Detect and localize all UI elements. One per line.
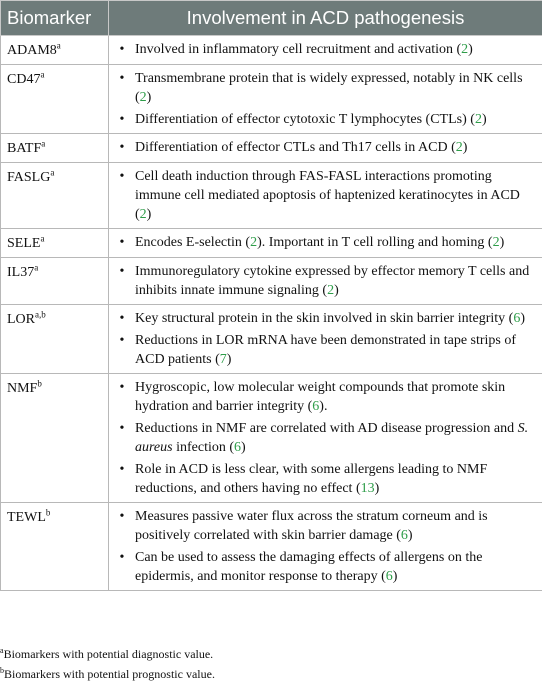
biomarker-name: ADAM8 [7,43,57,58]
text-segment: ). [319,399,328,414]
table-row [1,65,542,134]
biomarker-footnote-mark: a [50,167,55,178]
biomarker-footnote-mark: a [56,40,61,51]
involvement-cell [109,65,542,134]
header-involvement: Involvement in ACD pathogenesis [109,1,542,36]
list-item [109,378,536,416]
text-segment: Can be used to assess the damaging effects of allergens on the epidermis, and monitor response to therapy ( [135,550,483,584]
list-item [109,331,536,369]
text-segment: Encodes E-selectin ( [135,235,251,250]
text-segment: Differentiation of effector cytotoxic T lymphocytes (CTLs) ( [135,112,475,127]
table-header-row [1,1,542,36]
list-item [109,233,536,252]
biomarker-name: TEWL [7,510,46,525]
biomarker-cell [1,374,109,503]
item-text [135,40,536,59]
text-segment: ) [468,42,473,57]
biomarker-cell [1,305,109,374]
reference-link: 2 [455,140,463,155]
footnotes [0,644,215,684]
bullet-icon: • [119,462,125,477]
biomarker-footnote-mark: b [45,507,51,518]
text-segment: ) [241,440,246,455]
list-item [109,40,536,59]
bullet-icon: • [119,71,125,86]
involvement-cell [109,134,542,163]
biomarker-footnote-mark: b [37,378,42,389]
biomarker-footnote-mark: a [40,69,45,80]
text-segment: Role in ACD is less clear, with some allergens leading to NMF reductions, and others having no effect ( [135,462,488,496]
reference-link: 2 [461,42,469,57]
text-segment: ) [146,90,152,105]
text-segment: ) [226,352,232,367]
item-text [135,69,536,107]
biomarker-name: IL37 [7,265,35,280]
footnote-text: Biomarkers with potential prognostic value. [4,667,215,681]
bullet-icon: • [119,169,125,184]
biomarker-name: BATF [7,141,42,156]
text-segment: Transmembrane protein that is widely expressed, notably in NK cells ( [135,71,523,105]
biomarker-footnote-mark: a [41,138,46,149]
reference-link: 2 [327,283,335,298]
involvement-cell [109,374,542,503]
table-row [1,163,542,229]
biomarker-cell [1,503,109,591]
bullet-icon: • [119,509,125,524]
text-segment: Cell death induction through FAS-FASL interactions promoting immune cell mediated apoptosis of haptenized keratinocytes in ACD ( [135,169,520,222]
text-segment: Involved in inflammatory cell recruitment and activation ( [135,42,462,57]
text-segment: Differentiation of effector CTLs and Th17 cells in ACD ( [135,140,456,155]
item-text [135,378,536,416]
list-item [109,110,536,129]
text-segment: Key structural protein in the skin involved in skin barrier integrity ( [135,311,514,326]
header-biomarker: Biomarker [1,1,109,36]
item-text [135,507,536,545]
item-text [135,138,536,157]
biomarker-footnote-mark: a [34,262,39,273]
table-body [1,36,542,591]
text-segment: ) [146,207,152,222]
bullet-icon: • [119,42,125,57]
table-row [1,229,542,258]
text-segment: ) [481,112,487,127]
list-item [109,69,536,107]
list-item [109,309,536,328]
reference-link: 2 [474,112,482,127]
reference-link: 2 [250,235,258,250]
reference-link: 6 [513,311,521,326]
involvement-cell [109,229,542,258]
item-text [135,309,536,328]
reference-link: 6 [234,440,242,455]
biomarker-footnote-mark: a,b [35,309,46,320]
item-text [135,419,536,457]
list-item [109,262,536,300]
text-segment: ) [407,528,413,543]
bullet-icon: • [119,333,125,348]
biomarker-name: SELE [7,236,41,251]
bullet-icon: • [119,235,125,250]
reference-link: 2 [139,207,147,222]
biomarker-name: FASLG [7,170,51,185]
item-text [135,167,536,224]
text-segment: ) [520,311,525,326]
text-segment: ). Important in T cell rolling and homing ( [257,235,493,250]
reference-link: 6 [400,528,408,543]
list-item [109,507,536,545]
biomarker-cell [1,163,109,229]
text-segment: Measures passive water flux across the stratum corneum and is positively correlated with skin barrier damage ( [135,509,488,543]
text-segment: ) [499,235,505,250]
item-text [135,110,536,129]
item-text [135,331,536,369]
item-text [135,262,536,300]
reference-link: 6 [312,399,320,414]
footnote-text: Biomarkers with potential diagnostic value. [3,647,214,661]
text-segment: infection ( [172,440,235,455]
involvement-cell [109,258,542,305]
table-row [1,374,542,503]
item-text [135,548,536,586]
involvement-cell [109,503,542,591]
table-row [1,305,542,374]
reference-link: 2 [139,90,147,105]
table-row [1,503,542,591]
item-text [135,460,536,498]
bullet-icon: • [119,112,125,127]
biomarker-cell [1,134,109,163]
list-item [109,548,536,586]
bullet-icon: • [119,421,125,436]
bullet-icon: • [119,264,125,279]
bullet-icon: • [119,380,125,395]
biomarker-footnote-mark: a [40,233,45,244]
footnote-a [0,644,215,664]
involvement-cell [109,305,542,374]
text-segment: Immunoregulatory cytokine expressed by effector memory T cells and inhibits innate immune signaling ( [135,264,530,298]
list-item [109,167,536,224]
biomarker-cell [1,65,109,134]
biomarker-name: NMF [7,381,38,396]
footnote-b [0,664,215,684]
text-segment: ) [392,569,398,584]
reference-link: 2 [492,235,500,250]
biomarker-cell [1,36,109,65]
footnote-mark: a [0,646,4,655]
text-segment: ) [462,140,468,155]
table-row [1,258,542,305]
reference-link: 6 [385,569,393,584]
footnote-mark: b [0,666,4,675]
bullet-icon: • [119,311,125,326]
biomarker-cell [1,258,109,305]
text-segment: Reductions in NMF are correlated with AD disease progression and [135,421,518,436]
list-item [109,138,536,157]
list-item [109,419,536,457]
text-segment: ) [334,283,339,298]
biomarker-cell [1,229,109,258]
bullet-icon: • [119,550,125,565]
text-segment: Hygroscopic, low molecular weight compounds that promote skin hydration and barrier integrity ( [135,380,506,414]
reference-link: 7 [219,352,227,367]
list-item [109,460,536,498]
text-segment: ) [374,481,380,496]
text-segment: Reductions in LOR mRNA have been demonstrated in tape strips of ACD patients ( [135,333,517,367]
bullet-icon: • [119,140,125,155]
table-row [1,134,542,163]
involvement-cell [109,36,542,65]
biomarker-name: CD47 [7,72,41,87]
item-text [135,233,536,252]
reference-link: 13 [360,481,375,496]
table-row [1,36,542,65]
involvement-cell [109,163,542,229]
biomarker-name: LOR [7,312,35,327]
italic-text: S. aureus [135,421,529,455]
